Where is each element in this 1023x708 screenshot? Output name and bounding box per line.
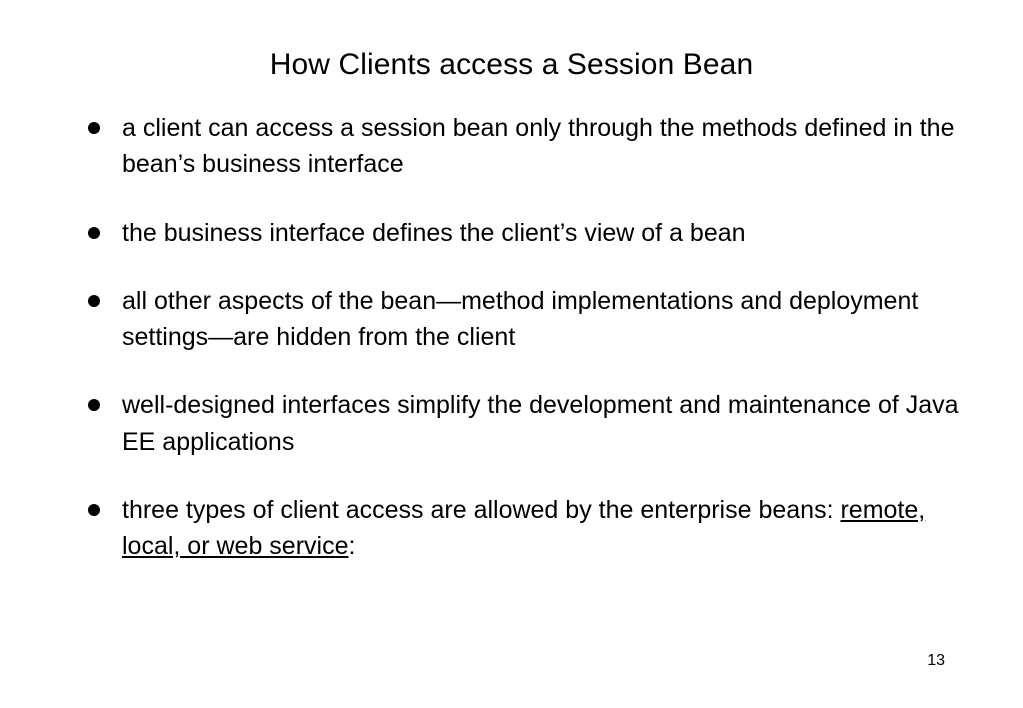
list-item-text-before: three types of client access are allowed by the enterprise beans: bbox=[122, 495, 841, 524]
list-item-text: the business interface defines the client’s view of a bean bbox=[122, 218, 746, 247]
page-title: How Clients access a Session Bean bbox=[269, 48, 754, 81]
bullet-dot-icon bbox=[88, 122, 100, 134]
access-types-emphasis: remote, local, or web service bbox=[122, 495, 926, 560]
page-number: 13 bbox=[927, 652, 945, 669]
list-item bbox=[80, 215, 960, 251]
bullet-dot-icon bbox=[88, 504, 100, 516]
list-item-text: well-designed interfaces simplify the development and maintenance of Java EE applications bbox=[122, 391, 959, 456]
bullet-dot-icon bbox=[88, 295, 100, 307]
list-item-text: a client can access a session bean only through the methods defined in the bean’s business interface bbox=[122, 114, 955, 179]
bullet-dot-icon bbox=[88, 399, 100, 411]
list-item bbox=[80, 110, 960, 183]
list-item bbox=[80, 387, 960, 460]
list-item-text: all other aspects of the bean—method implementations and deployment settings—are hidden from the client bbox=[122, 286, 919, 351]
list-item-text-after: : bbox=[348, 532, 356, 560]
bullet-list bbox=[80, 110, 960, 564]
list-item bbox=[80, 492, 960, 565]
list-item-text bbox=[122, 492, 960, 565]
list-item bbox=[80, 283, 960, 356]
bullet-dot-icon bbox=[88, 227, 100, 239]
